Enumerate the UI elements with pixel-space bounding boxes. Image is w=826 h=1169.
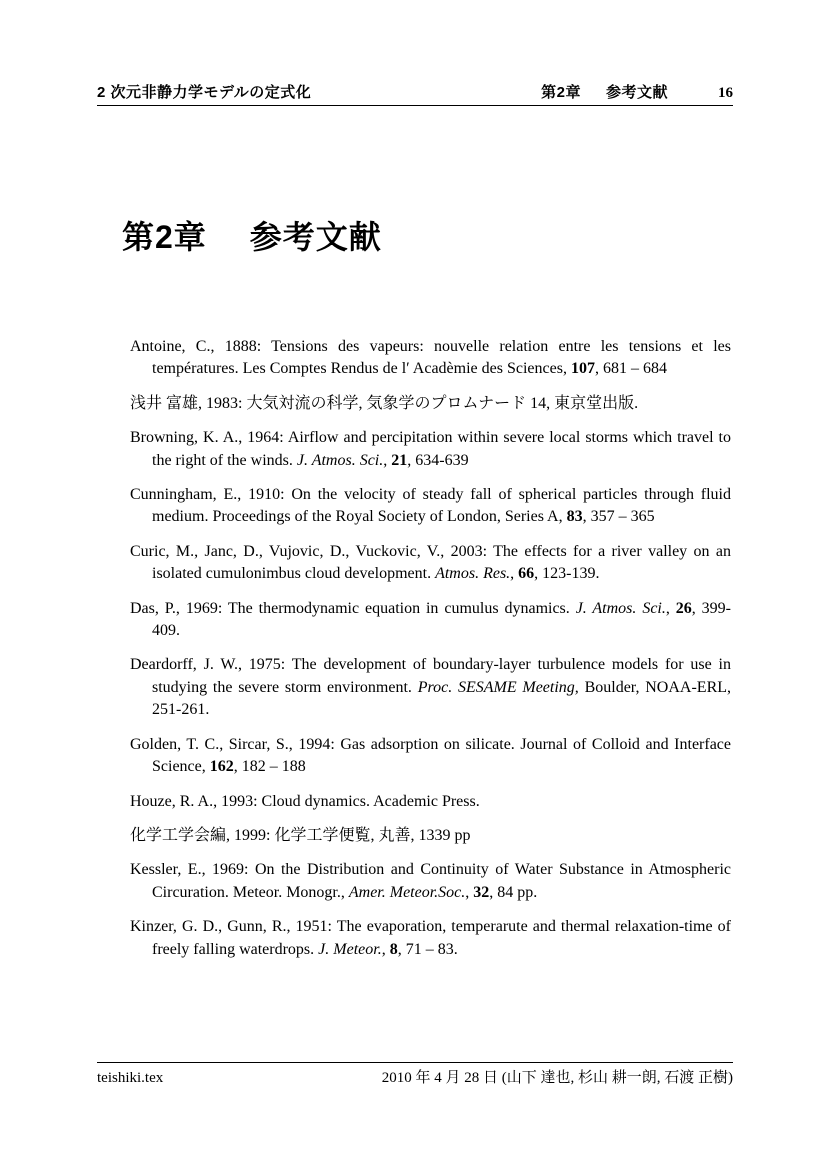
reference-text-segment: J. Atmos. Sci. (296, 451, 384, 469)
reference-text-segment: 83 (566, 508, 583, 526)
reference-entry (130, 859, 731, 904)
running-header (97, 84, 733, 102)
reference-text-segment: , 71 – 83. (397, 940, 458, 958)
reference-text-segment: 32 (473, 883, 490, 901)
header-section-title: 2 次元非静力学モデルの定式化 (97, 84, 312, 101)
chapter-heading (122, 219, 382, 255)
reference-text-segment: , 681 – 684 (594, 360, 667, 378)
reference-text-segment: , (383, 451, 392, 469)
reference-entry (130, 734, 731, 779)
reference-entry (130, 336, 731, 381)
reference-text-segment: Kinzer, G. D., Gunn, R., 1951: The evaporation, temperarute and thermal relaxation-time of freely falling waterdrops. (130, 918, 731, 958)
reference-text-segment: 化学工学会編, 1999: 化学工学便覧, 丸善, 1339 pp (130, 826, 471, 844)
reference-text-segment: 26 (675, 599, 692, 617)
header-page-number: 16 (718, 85, 733, 101)
reference-text-segment: , 357 – 365 (582, 508, 655, 526)
reference-entry (130, 916, 731, 961)
running-footer (97, 1068, 733, 1088)
reference-text-segment: Kessler, E., 1969: On the Distribution and Continuity of Water Substance in Atmospheric Circuration. Meteor. Monogr., (130, 861, 731, 901)
reference-entry (130, 427, 731, 472)
reference-entry (130, 598, 731, 643)
header-rule (97, 105, 733, 106)
reference-text-segment: Houze, R. A., 1993: Cloud dynamics. Academic Press. (130, 792, 480, 810)
reference-text-segment: J. Meteor. (318, 940, 382, 958)
reference-text-segment: , 634-639 (407, 451, 469, 469)
chapter-title: 参考文献 (249, 219, 382, 255)
footer-rule (97, 1062, 733, 1063)
reference-text-segment: , (665, 599, 676, 617)
reference-text-segment: Deardorff, J. W., 1975: The development of boundary-layer turbulence models for use in studying the severe storm environment. (130, 656, 731, 696)
reference-text-segment: Proc. SESAME Meeting, (417, 678, 579, 696)
header-chapter-label: 第2章 (541, 84, 581, 101)
reference-text-segment: 162 (209, 758, 234, 776)
reference-entry (130, 393, 731, 415)
reference-text-segment: Das, P., 1969: The thermodynamic equation in cumulus dynamics. (130, 599, 576, 617)
reference-text-segment: Browning, K. A., 1964: Airflow and percipitation within severe local storms which travel to the right of the winds. (130, 429, 731, 469)
reference-entry (130, 791, 731, 813)
footer-filename: teishiki.tex (97, 1070, 164, 1086)
reference-list (130, 336, 731, 973)
reference-text-segment: , (510, 565, 519, 583)
reference-text-segment: , (465, 883, 474, 901)
reference-text-segment: , 123-139. (534, 565, 600, 583)
chapter-number: 第2章 (122, 219, 207, 255)
reference-text-segment: J. Atmos. Sci. (575, 599, 666, 617)
reference-text-segment: , (381, 940, 390, 958)
reference-text-segment: 8 (389, 940, 398, 958)
footer-date-authors: 2010 年 4 月 28 日 (山下 達也, 杉山 耕一朗, 石渡 正樹) (381, 1070, 733, 1086)
reference-entry (130, 484, 731, 529)
reference-text-segment: 66 (518, 565, 535, 583)
reference-text-segment: Atmos. Res. (435, 565, 511, 583)
reference-text-segment: , 399-409. (152, 599, 731, 640)
reference-text-segment: , 84 pp. (489, 883, 538, 901)
reference-text-segment: Boulder, NOAA-ERL, 251-261. (152, 678, 732, 719)
reference-entry (130, 541, 731, 586)
reference-text-segment: 107 (570, 360, 595, 378)
reference-text-segment: 浅井 富雄, 1983: 大気対流の科学, 気象学のプロムナード 14, 東京堂出版. (130, 394, 639, 412)
reference-text-segment: Amer. Meteor.Soc. (348, 883, 466, 901)
reference-text-segment: Antoine, C., 1888: Tensions des vapeurs: nouvelle relation entre les tensions et les températures. Les Comptes Rendus de l′ Acadèmie des Sciences, (130, 338, 731, 378)
reference-text-segment: Golden, T. C., Sircar, S., 1994: Gas adsorption on silicate. Journal of Colloid and Interface Science, (130, 735, 731, 776)
reference-entry (130, 825, 731, 847)
reference-entry (130, 654, 731, 721)
header-right (541, 84, 733, 102)
reference-text-segment: Curic, M., Janc, D., Vujovic, D., Vuckovic, V., 2003: The effects for a river valley on an isolated cumulonimbus cloud development. (130, 542, 731, 583)
reference-text-segment: , 182 – 188 (233, 758, 306, 776)
header-chapter-title: 参考文献 (605, 84, 668, 101)
reference-text-segment: 21 (391, 451, 408, 469)
reference-text-segment: Cunningham, E., 1910: On the velocity of steady fall of spherical particles through fluid medium. Proceedings of the Royal Society of London, Series A, (130, 486, 731, 526)
